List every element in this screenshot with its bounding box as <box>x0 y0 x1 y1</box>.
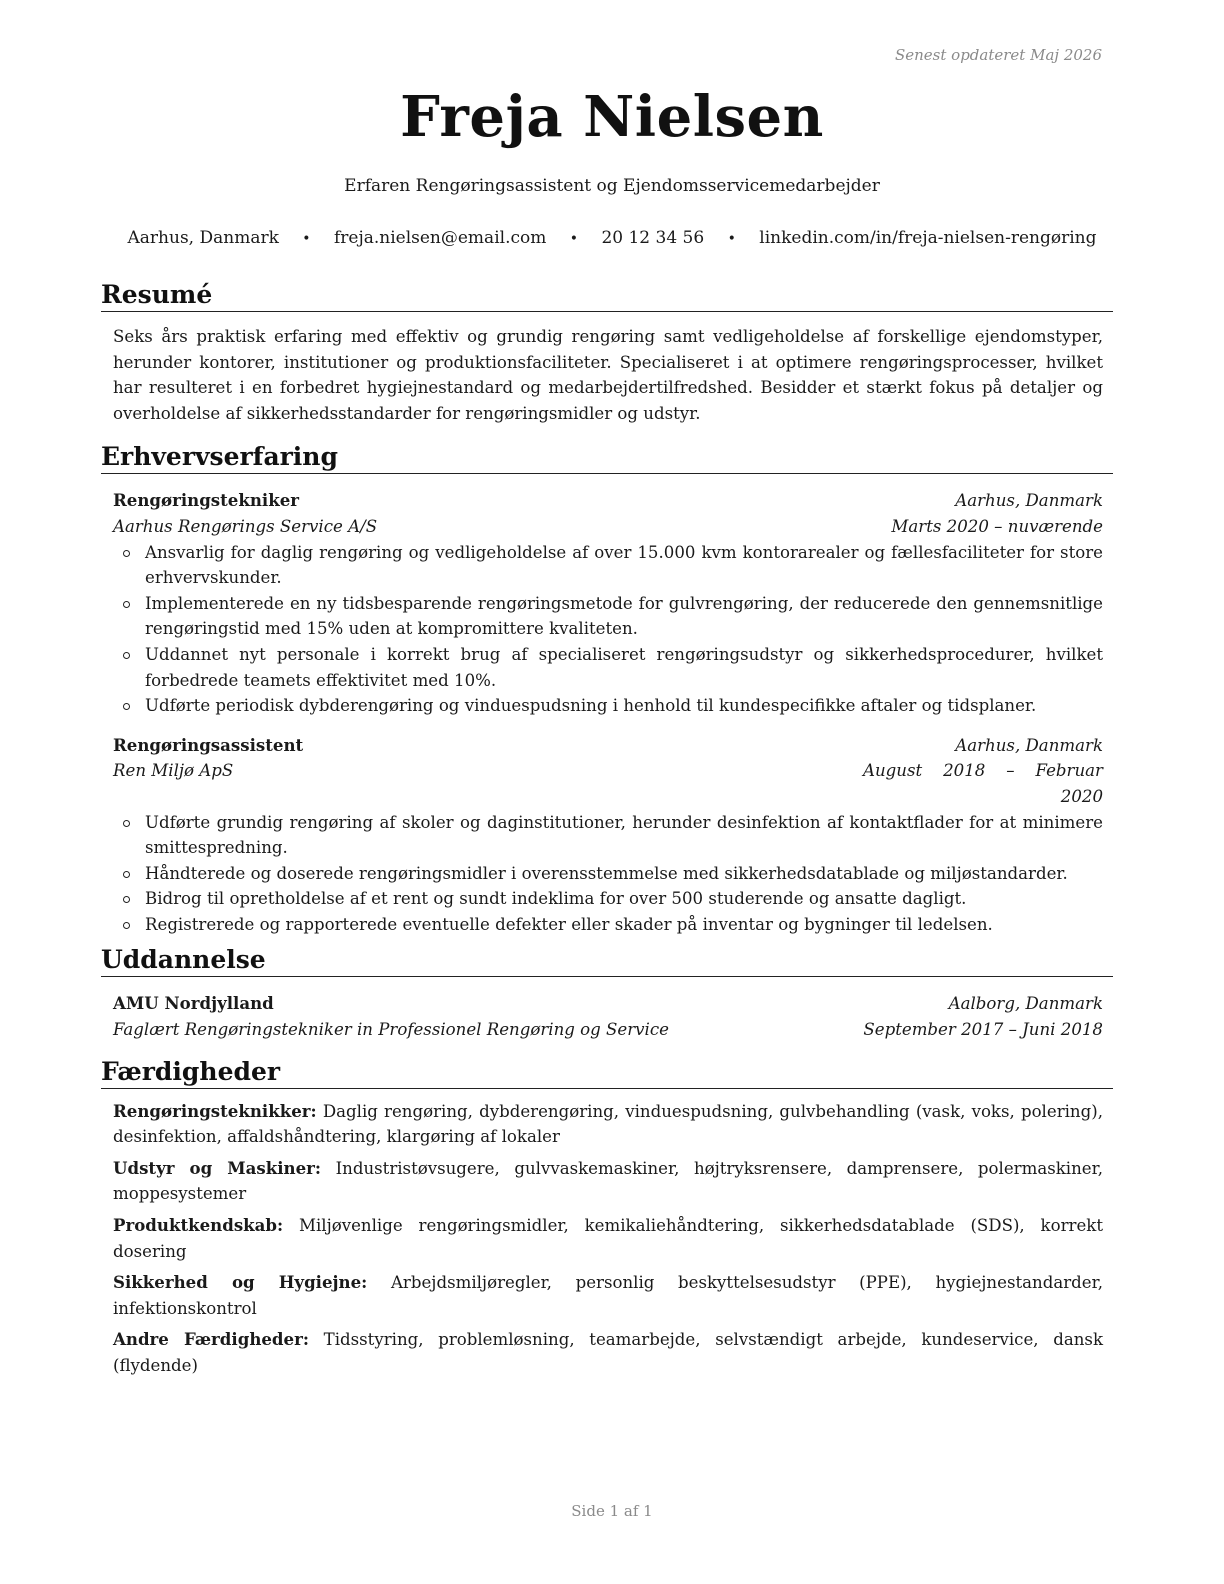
skill-row <box>113 1213 1103 1264</box>
skill-label: Produktkendskab: <box>113 1215 284 1236</box>
last-updated: Senest opdateret Maj 2026 <box>894 46 1102 64</box>
section-title-summary: Resumé <box>101 280 1113 312</box>
skill-row <box>113 1156 1103 1207</box>
job-header <box>113 488 1103 514</box>
job-entry <box>101 488 1113 718</box>
section-title-skills: Færdigheder <box>101 1057 1113 1089</box>
job-header <box>113 733 1103 759</box>
skill-text: Miljøvenlige rengøringsmidler, kemikaliehåndtering, sikkerhedsdatablade (SDS), korrekt dosering <box>113 1216 1103 1261</box>
education-entry <box>101 991 1113 1042</box>
job-bullets <box>113 540 1103 719</box>
skill-label: Udstyr og Maskiner: <box>113 1157 322 1178</box>
education-subheader <box>113 1017 1103 1043</box>
contact-linkedin[interactable]: linkedin.com/in/freja-nielsen-rengøring <box>759 228 1097 248</box>
skill-row <box>113 1099 1103 1150</box>
section-title-experience: Erhvervserfaring <box>101 442 1113 474</box>
job-title: Rengøringstekniker <box>113 490 300 511</box>
contact-location: Aarhus, Danmark <box>127 228 279 248</box>
resume-content <box>101 280 1113 1385</box>
job-subheader <box>113 514 1103 540</box>
list-item: Udførte periodisk dybderengøring og vinduespudsning i henhold til kundespecifikke aftaler og tidsplaner. <box>145 693 1103 719</box>
summary-text: Seks års praktisk erfaring med effektiv og grundig rengøring samt vedligeholdelse af forskellige ejendomstyper, herunder kontorer, institutioner og produktionsfaciliteter. Specialiseret i at optimere rengøringsprocesser, hvilket har resulteret i en forbedret hygiejnestandard og medarbejdertilfredshed. Besidder et stærkt fokus på detaljer og overholdelse af sikkerhedsstandarder for rengøringsmidler og udstyr. <box>113 327 1103 423</box>
skill-label: Rengøringsteknikker: <box>113 1100 317 1121</box>
school-location: Aalborg, Danmark <box>948 994 1103 1014</box>
job-company: Aarhus Rengørings Service A/S <box>113 516 378 536</box>
page-number: Side 1 af 1 <box>571 1502 653 1520</box>
job-location: Aarhus, Danmark <box>955 735 1103 755</box>
section-title-education: Uddannelse <box>101 945 1113 977</box>
job-subheader <box>113 758 1103 809</box>
contact-line <box>0 228 1224 248</box>
job-bullets <box>113 810 1103 938</box>
skills-list <box>101 1089 1113 1379</box>
list-item: Udførte grundig rengøring af skoler og daginstitutioner, herunder desinfektion af kontaktflader for at minimere smittespredning. <box>145 810 1103 861</box>
list-item: Bidrog til opretholdelse af et rent og sundt indeklima for over 500 studerende og ansatte dagligt. <box>145 886 1103 912</box>
tagline: Erfaren Rengøringsassistent og Ejendomsservicemedarbejder <box>344 176 880 196</box>
skill-row <box>113 1327 1103 1378</box>
skill-label: Sikkerhed og Hygiejne: <box>113 1272 368 1293</box>
degree: Faglært Rengøringstekniker in Professionel Rengøring og Service <box>113 1020 669 1040</box>
skill-text: Daglig rengøring, dybderengøring, vinduespudsning, gulvbehandling (vask, voks, polering), desinfektion, affaldshåndtering, klargøring af lokaler <box>113 1101 1103 1147</box>
skill-row <box>113 1270 1103 1321</box>
school-name: AMU Nordjylland <box>113 993 274 1014</box>
skill-text: Arbejdsmiljøregler, personlig beskyttelsesudstyr (PPE), hygiejnestandarder, infektionskontrol <box>113 1273 1103 1318</box>
skill-text: Industristøvsugere, gulvvaskemaskiner, højtryksrensere, damprensere, polermaskiner, moppesystemer <box>113 1158 1103 1204</box>
education-date: September 2017 – Juni 2018 <box>863 1020 1103 1040</box>
bullet-separator: • <box>727 231 736 247</box>
list-item: Ansvarlig for daglig rengøring og vedligeholdelse af over 15.000 kvm kontorarealer og fællesfaciliteter for store erhvervskunder. <box>145 540 1103 591</box>
list-item: Registrerede og rapporterede eventuelle defekter eller skader på inventar og bygninger til ledelsen. <box>145 912 1103 938</box>
list-item: Implementerede en ny tidsbesparende rengøringsmetode for gulvrengøring, der reducerede den gennemsnitlige rengøringstid med 15% uden at kompromittere kvaliteten. <box>145 591 1103 642</box>
bullet-separator: • <box>302 231 311 247</box>
skill-label: Andre Færdigheder: <box>113 1329 309 1350</box>
education-header <box>113 991 1103 1017</box>
skill-text: Tidsstyring, problemløsning, teamarbejde, selvstændigt arbejde, kundeservice, dansk (flydende) <box>113 1330 1103 1375</box>
candidate-name: Freja Nielsen <box>400 84 824 150</box>
contact-email[interactable]: freja.nielsen@email.com <box>333 228 547 248</box>
job-date: August 2018 – Februar 2020 <box>863 761 1103 806</box>
list-item: Håndterede og doserede rengøringsmidler i overensstemmelse med sikkerhedsdatablade og miljøstandarder. <box>145 861 1103 887</box>
contact-phone[interactable]: 20 12 34 56 <box>601 228 705 248</box>
job-location: Aarhus, Danmark <box>955 491 1103 511</box>
job-title: Rengøringsassistent <box>113 734 304 755</box>
job-date: Marts 2020 – nuværende <box>891 516 1103 536</box>
job-entry <box>101 733 1113 938</box>
job-company: Ren Miljø ApS <box>113 761 234 781</box>
bullet-separator: • <box>569 231 579 247</box>
list-item: Uddannet nyt personale i korrekt brug af specialiseret rengøringsudstyr og sikkerhedsprocedurer, hvilket forbedrede teamets effektivitet med 10%. <box>145 642 1103 693</box>
